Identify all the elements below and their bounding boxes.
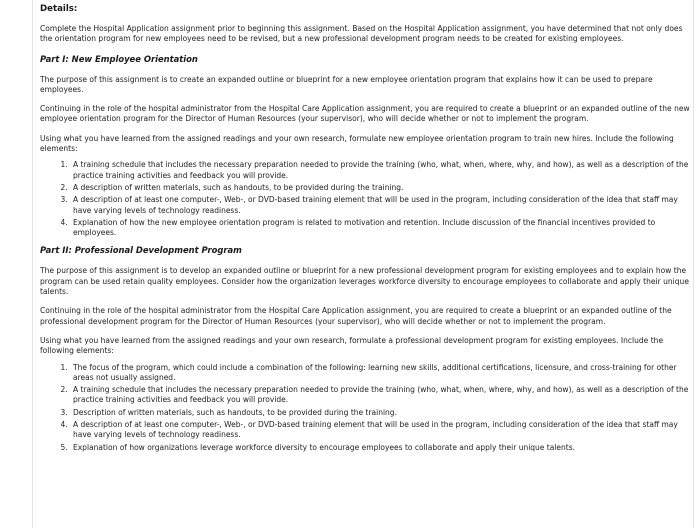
right-border-line	[693, 0, 694, 528]
intro-paragraph: Complete the Hospital Application assignment prior to beginning this assignment. Based on the Hospital Application assignment, you have determined that not only does the orientation program for new employees need to be revised, but a new professional development program needs to be created for existing employees.	[40, 24, 683, 44]
list-item: 5. Explanation of how organizations leverage workforce diversity to encourage employees to collaborate and apply their unique talents.	[70, 443, 692, 453]
part1-purpose-paragraph: The purpose of this assignment is to create an expanded outline or blueprint for a new employee orientation program that explains how it can be used to prepare employees.	[40, 74, 653, 94]
list-item: 1. The focus of the program, which could include a combination of the following: learning new skills, additional certifications, licensure, and cross-training for other areas not usually assigned.	[70, 363, 692, 384]
left-border-line	[32, 0, 33, 528]
part2-role-paragraph: Continuing in the role of the hospital administrator from the Hospital Care Application assignment, you are required to create a blueprint or an expanded outline of the professional development program for the Director of Human Resources (your supervisor), who will decide whether or not to implement the program.	[40, 306, 672, 326]
part1-instructions-paragraph: Using what you have learned from the assigned readings and your own research, formulate new employee orientation program to train new hires. Include the following elements:	[40, 133, 674, 154]
list-item: 4. A description of at least one computer-, Web-, or DVD-based training element that will be used in the program, including consideration of the idea that staff may have varying levels of technology readiness.	[70, 420, 692, 441]
list-item: 4. Explanation of how the new employee orientation program is related to motivation and retention. Include discussion of the financial incentives provided to employees.	[70, 218, 692, 239]
part1-heading: Part I: New Employee Orientation	[40, 53, 198, 64]
part1-role-paragraph: Continuing in the role of the hospital administrator from the Hospital Care Application assignment, you are required to create a blueprint or an expanded outline of the new employee orientation program for the Director of Human Resources (your supervisor), who will decide whether or not to implement the program.	[40, 104, 690, 124]
list-item: 3. Description of written materials, such as handouts, to be provided during the training.	[70, 408, 692, 418]
list-item: 2. A description of written materials, such as handouts, to be provided during the training.	[70, 183, 692, 193]
list-item: 3. A description of at least one computer-, Web-, or DVD-based training element that will be used in the program, including consideration of the idea that staff may have varying levels of technology readiness.	[70, 195, 692, 216]
part2-instructions-paragraph: Using what you have learned from the assigned readings and your own research, formulate a professional development program for existing employees. Include the following elements:	[40, 335, 664, 356]
part2-heading: Part II: Professional Development Program	[40, 245, 242, 256]
list-item: 2. A training schedule that includes the necessary preparation needed to provide the training (who, what, when, where, why, and how), as well as a description of the practice training activities and feedback you will provide.	[70, 385, 692, 406]
part2-purpose-paragraph: The purpose of this assignment is to develop an expanded outline or blueprint for a new professional development program for existing employees and to explain how the program can be used retain quality employees. Consider how the organization leverages workforce diversity to encourage employees to collaborate and apply their unique talents.	[40, 266, 689, 297]
part2-elements-list	[40, 363, 692, 453]
details-heading: Details:	[40, 4, 78, 14]
list-item: 1. A training schedule that includes the necessary preparation needed to provide the training (who, what, when, where, why, and how), as well as a description of the practice training activities and feedback you will provide.	[70, 160, 692, 181]
part1-elements-list	[40, 160, 692, 238]
